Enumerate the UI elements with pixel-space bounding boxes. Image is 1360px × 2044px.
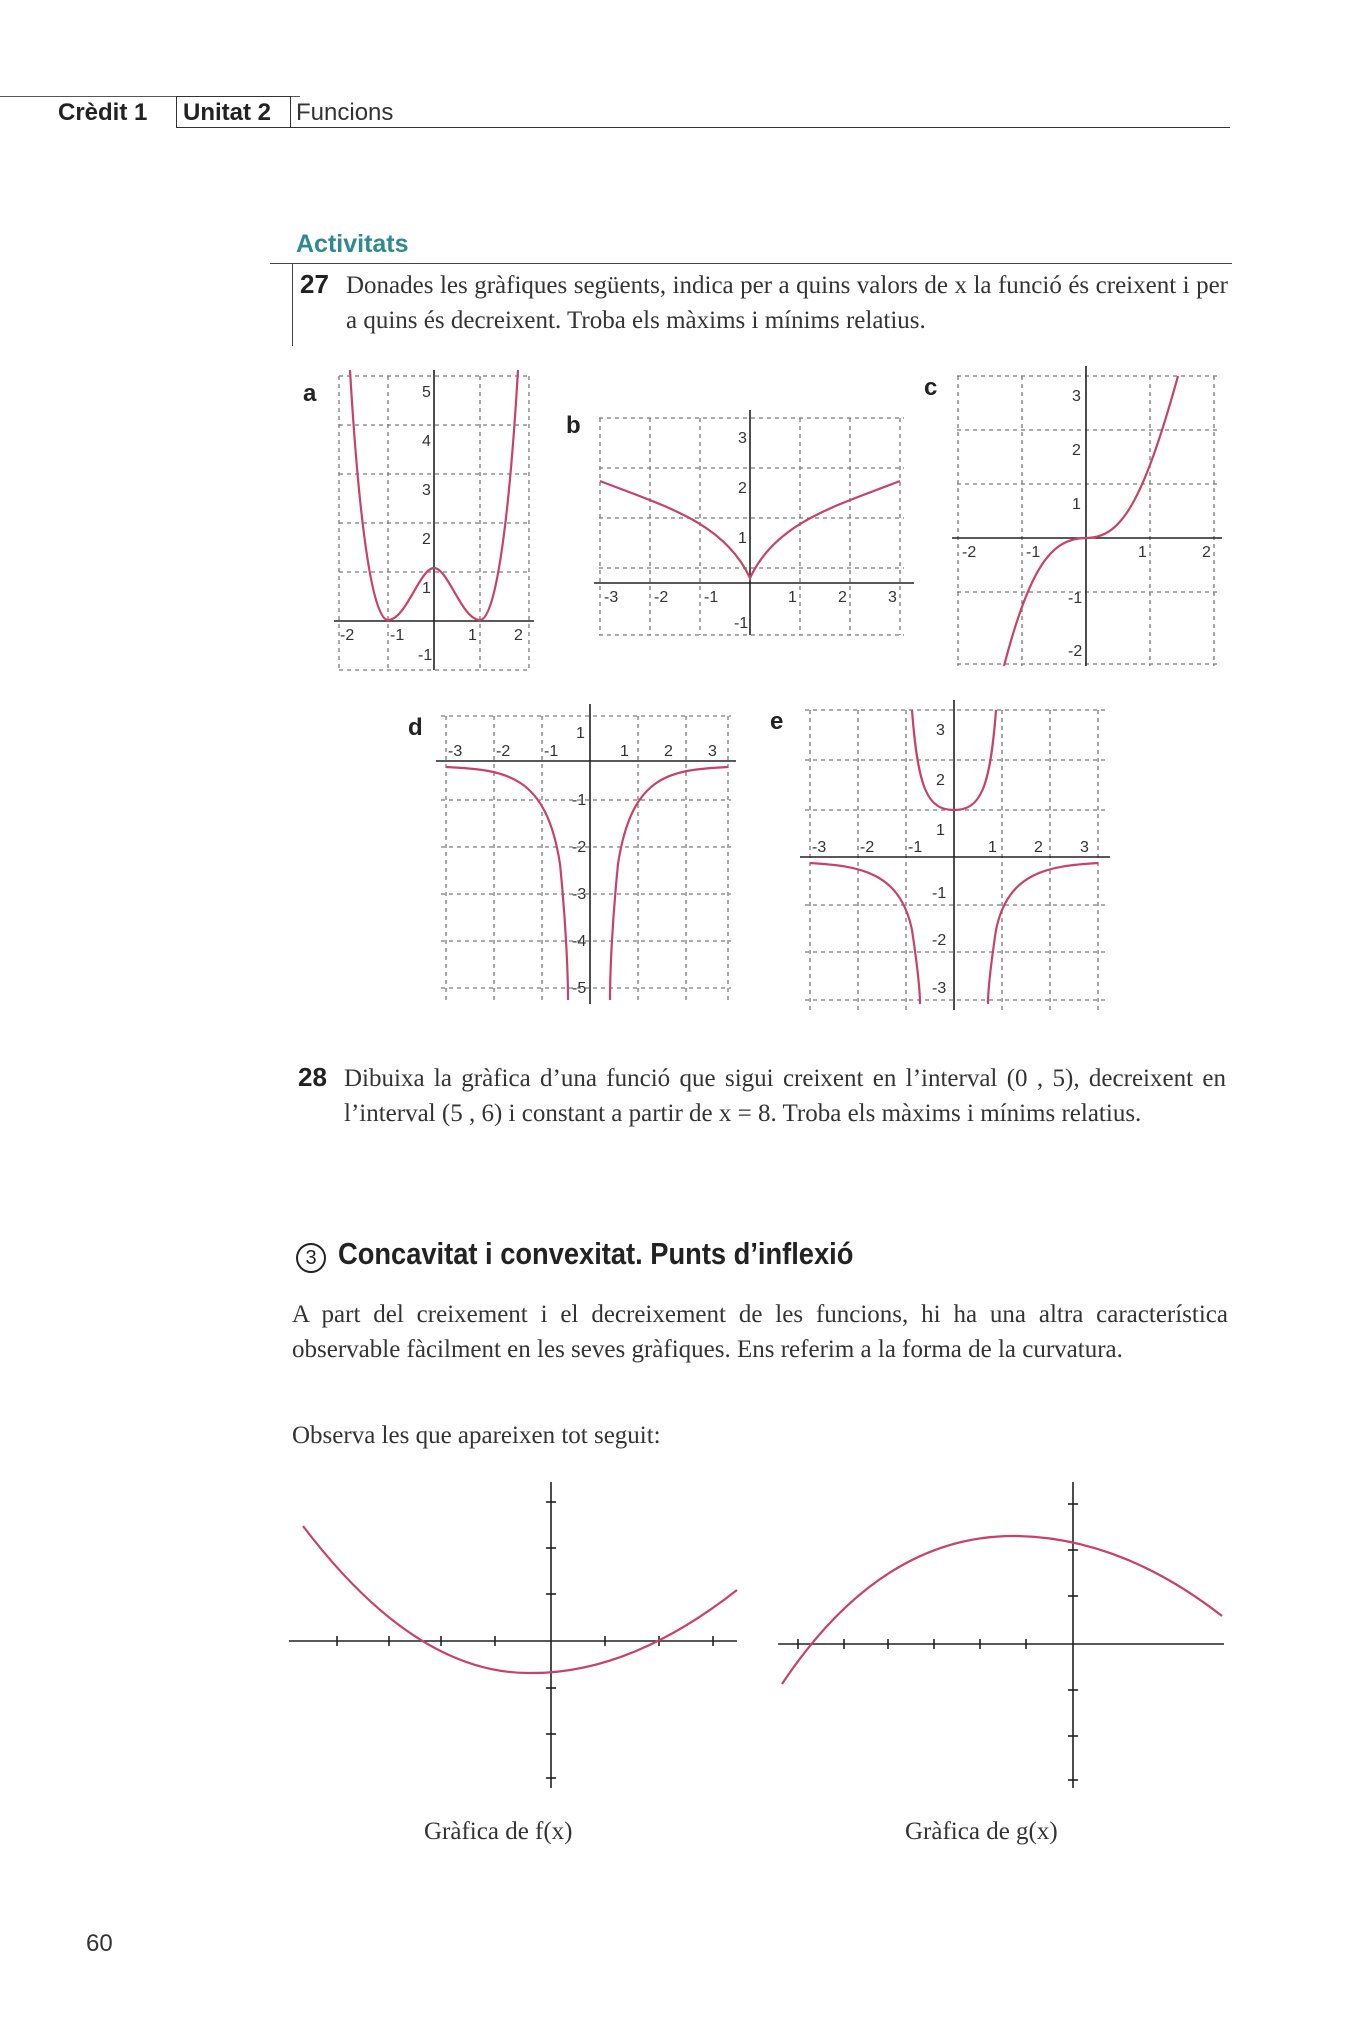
plot-e-xtick-neg2: -2 [860,839,875,856]
plot-b-xtick-neg3: -3 [604,589,619,606]
plot-b-ytick-3: 3 [738,430,747,447]
plot-b-xtick-neg1: -1 [704,589,719,606]
plot-a-ytick-neg1: -1 [418,647,433,664]
plot-a-ytick-4: 4 [422,433,431,450]
header-chapter-title: Funcions [296,99,394,126]
plot-e-xtick-2: 2 [1034,839,1043,856]
plot-a-ytick-1: 1 [422,580,431,597]
plot-a-xtick-2: 2 [514,627,523,644]
caption-graph-g: Gràfica de g(x) [905,1818,1058,1845]
header-credit: Crèdit 1 [58,99,148,126]
plot-e-grid [805,710,1105,1010]
plot-c-label: c [924,374,938,401]
plot-e-xtick-1: 1 [988,839,997,856]
plot-c-ytick-neg2: -2 [1068,643,1083,660]
plot-c [952,366,1222,666]
plot-c-xtick-1: 1 [1138,544,1147,561]
page-number: 60 [86,1930,113,1957]
graph-g [772,1482,1232,1792]
plot-b-xtick-3: 3 [888,589,897,606]
activities-rule [270,263,1232,264]
question-28-number: 28 [298,1062,327,1092]
plot-d-xtick-neg3: -3 [448,743,463,760]
plot-c-xtick-2: 2 [1202,544,1211,561]
plot-d-label: d [408,714,423,741]
plot-a-xtick-neg1: -1 [390,627,405,644]
plot-c-xtick-neg1: -1 [1026,544,1041,561]
plot-d-ytick-neg4: -4 [572,933,587,950]
plot-e-xtick-neg1: -1 [908,839,923,856]
plot-b-ytick-2: 2 [738,480,747,497]
plot-e-label: e [770,708,784,735]
plot-c-ytick-neg1: -1 [1068,590,1083,607]
caption-graph-f: Gràfica de f(x) [424,1818,573,1845]
section-paragraph-1: A part del creixement i el decreixement de les funcions, hi ha una altra característica observable fàcilment en les seves gràfiques. Ens referim a la forma de la curvatura. [292,1301,1228,1363]
plot-e [800,700,1110,1020]
header-rule [176,127,1230,128]
plot-e-xtick-neg3: -3 [812,839,827,856]
plot-c-ytick-2: 2 [1072,442,1081,459]
graph-f [285,1482,745,1792]
activities-title: Activitats [296,230,409,258]
section-number-circle: 3 [296,1243,326,1273]
plot-d-ytick-neg3: -3 [572,886,587,903]
plot-e-ytick-2: 2 [936,772,945,789]
question-27-number: 27 [300,269,329,299]
plot-b-ytick-1: 1 [738,530,747,547]
plot-d [436,704,736,1004]
section-title: Concavitat i convexitat. Punts d’inflexió [338,1236,854,1271]
plot-c-grid [957,376,1217,666]
plot-a-label: a [303,380,317,407]
plot-d-xtick-3: 3 [708,743,717,760]
plot-a-ytick-3: 3 [422,482,431,499]
plot-e-ytick-neg1: -1 [932,885,947,902]
section-paragraph-2: Observa les que apareixen tot seguit: [292,1422,661,1449]
plot-c-xtick-neg2: -2 [962,544,977,561]
plot-a-ytick-2: 2 [422,531,431,548]
plot-d-ytick-neg1: -1 [572,792,587,809]
plot-e-ytick-neg3: -3 [932,980,947,997]
activities-margin-rule [292,263,293,346]
plot-e-ytick-neg2: -2 [932,932,947,949]
plot-b-label: b [566,412,581,439]
plot-b-xtick-1: 1 [788,589,797,606]
plot-b-xtick-neg2: -2 [654,589,669,606]
plot-a-ytick-5: 5 [422,384,431,401]
plot-e-xtick-3: 3 [1080,839,1089,856]
plot-d-ytick-1: 1 [576,725,585,742]
plot-d-ytick-neg2: -2 [572,839,587,856]
plot-a-xtick-neg2: -2 [340,627,355,644]
plot-d-grid [441,716,731,1004]
plot-d-xtick-1: 1 [620,743,629,760]
plot-b-ytick-neg1: -1 [734,615,749,632]
plot-c-ytick-1: 1 [1072,496,1081,513]
plot-d-xtick-2: 2 [664,743,673,760]
plot-d-xtick-neg1: -1 [544,743,559,760]
plot-d-ytick-neg5: -5 [572,980,587,997]
plot-b [594,410,914,635]
plot-c-ytick-3: 3 [1072,388,1081,405]
plot-e-ytick-3: 3 [936,722,945,739]
plot-e-ytick-1: 1 [936,822,945,839]
header-unit: Unitat 2 [183,99,272,126]
plot-b-xtick-2: 2 [838,589,847,606]
graph-g-ticks [798,1504,1078,1780]
plot-d-xtick-neg2: -2 [496,743,511,760]
plot-a [334,370,534,670]
plot-a-xtick-1: 1 [468,627,477,644]
plot-b-grid [599,418,904,635]
graph-f-ticks [337,1502,713,1778]
question-27-text: Donades les gràfiques següents, indica per a quins valors de x la funció és creixent i per a quins és decreixent. Troba els màxims i mínims relatius. [346,272,1228,334]
question-28-text: Dibuixa la gràfica d’una funció que sigui creixent en l’interval (0 , 5), decreixent en l’interval (5 , 6) i constant a partir de x = 8. Troba els màxims i mínims relatius. [344,1065,1226,1127]
